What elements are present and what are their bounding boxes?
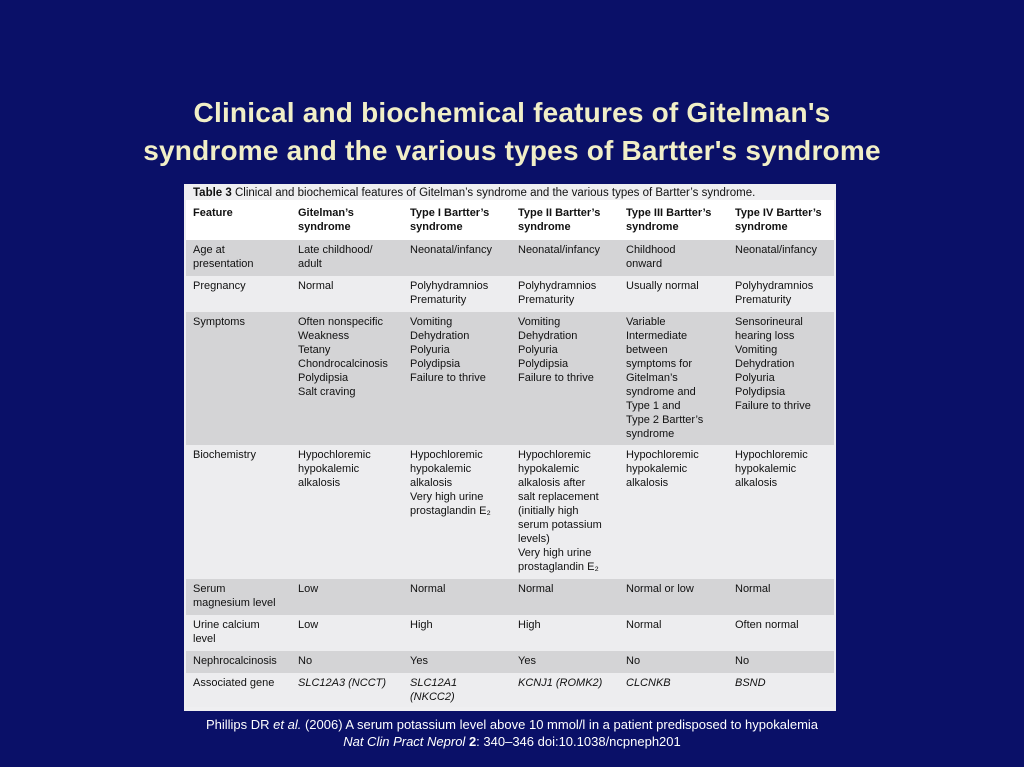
table-row-label: Pregnancy	[193, 280, 246, 292]
table-row-label: Serum magnesium level	[193, 583, 276, 609]
table-cell: High	[410, 619, 433, 631]
table-row	[186, 276, 834, 312]
citation-etal: et al.	[273, 717, 302, 732]
table-row	[186, 240, 834, 276]
table-cell: No	[735, 655, 750, 667]
table-row-label: Urine calcium level	[193, 619, 260, 645]
table-cell: No	[298, 655, 313, 667]
table-image	[184, 184, 836, 711]
table-cell: Yes	[518, 655, 536, 667]
citation-authors: Phillips DR	[205, 717, 274, 732]
table-cell: Late childhood/ adult	[298, 244, 373, 270]
table-header-cell: Type III Bartter’s syndrome	[626, 207, 712, 233]
table-caption-label: Table 3	[193, 187, 232, 199]
table-cell: Usually normal	[626, 280, 699, 292]
citation-rest-1: (2006) A serum potassium level above 10 mmol/l in a patient predisposed to hypokalemia	[301, 717, 819, 732]
table-cell: Normal	[410, 583, 446, 595]
table-cell: Neonatal/infancy	[518, 244, 600, 256]
table-row-label: Age at presentation	[193, 244, 254, 270]
table-cell: Normal	[518, 583, 554, 595]
table-cell: High	[518, 619, 541, 631]
citation-journal: Nat Clin Pract Neprol	[343, 734, 466, 749]
table-cell: Sensorineural hearing loss Vomiting Dehydration Polyuria Polydipsia Failure to thrive	[735, 316, 811, 412]
table-cell: Hypochloremic hypokalemic alkalosis	[735, 449, 808, 489]
table-cell: Hypochloremic hypokalemic alkalosis	[626, 449, 699, 489]
table-header-cell: Type II Bartter’s syndrome	[518, 207, 601, 233]
table-cell: Low	[298, 619, 319, 631]
citation	[0, 716, 1024, 750]
citation-rest-2: : 340–346 doi:10.1038/ncpneph201	[476, 734, 681, 749]
table-cell: Variable Intermediate between symptoms for Gitelman’s syndrome and Type 1 and Type 2 Bartter’s syndrome	[626, 316, 704, 440]
citation-volume: 2	[465, 734, 477, 749]
slide-title	[60, 94, 964, 170]
table-cell: Normal	[735, 583, 771, 595]
table-cell: Normal	[626, 619, 662, 631]
table-cell: Low	[298, 583, 319, 595]
table-cell: SLC12A1 (NKCC2)	[410, 677, 458, 703]
table-cell: Vomiting Dehydration Polyuria Polydipsia Failure to thrive	[410, 316, 486, 384]
table-body	[186, 240, 834, 707]
table-cell: Normal	[298, 280, 334, 292]
table-cell: No	[626, 655, 641, 667]
table-header-cell: Feature	[193, 207, 233, 219]
table-cell: Neonatal/infancy	[410, 244, 492, 256]
table-cell: Childhood onward	[626, 244, 676, 270]
citation-line-1	[0, 716, 1024, 733]
table-row-label: Nephrocalcinosis	[193, 655, 277, 667]
table-cell: Hypochloremic hypokalemic alkalosis	[298, 449, 371, 489]
table-cell: Neonatal/infancy	[735, 244, 817, 256]
table-row-label: Symptoms	[193, 316, 245, 328]
table-cell: Polyhydramnios Prematurity	[410, 280, 489, 306]
table-cell: Hypochloremic hypokalemic alkalosis after salt replacement (initially high serum potassium levels) Very high urine prostaglandin E₂	[518, 449, 602, 573]
table-row	[186, 445, 834, 579]
table-caption	[184, 184, 836, 200]
table-cell: CLCNKB	[626, 677, 671, 689]
table-row-label: Biochemistry	[193, 449, 256, 461]
table-row-label: Associated gene	[193, 677, 275, 689]
table-header-cell: Type IV Bartter’s syndrome	[735, 207, 822, 233]
table-row	[186, 579, 834, 615]
table-cell: Often nonspecific Weakness Tetany Chondrocalcinosis Polydipsia Salt craving	[298, 316, 388, 398]
table-header-cell: Gitelman’s syndrome	[298, 207, 354, 233]
features-table	[186, 200, 834, 707]
table-cell: BSND	[735, 677, 766, 689]
table-cell: Hypochloremic hypokalemic alkalosis Very high urine prostaglandin E₂	[410, 449, 491, 517]
citation-line-2	[0, 733, 1024, 750]
slide-title-line-2: syndrome and the various types of Bartter's syndrome	[143, 135, 881, 166]
table-cell: Often normal	[735, 619, 799, 631]
table-row	[186, 651, 834, 673]
table-caption-text: Clinical and biochemical features of Gitelman’s syndrome and the various types of Bartter’s syndrome.	[231, 187, 756, 199]
slide-title-line-1: Clinical and biochemical features of Gitelman's	[193, 97, 831, 128]
table-cell: Normal or low	[626, 583, 694, 595]
table-cell: Polyhydramnios Prematurity	[735, 280, 814, 306]
table-row	[186, 615, 834, 651]
table-header-row	[186, 200, 834, 240]
table-row	[186, 312, 834, 445]
table-header-cell: Type I Bartter’s syndrome	[410, 207, 490, 233]
table-cell: SLC12A3 (NCCT)	[298, 677, 387, 689]
table-cell: Vomiting Dehydration Polyuria Polydipsia Failure to thrive	[518, 316, 594, 384]
table-cell: KCNJ1 (ROMK2)	[518, 677, 603, 689]
table-row	[186, 673, 834, 707]
table-cell: Yes	[410, 655, 428, 667]
table-cell: Polyhydramnios Prematurity	[518, 280, 597, 306]
